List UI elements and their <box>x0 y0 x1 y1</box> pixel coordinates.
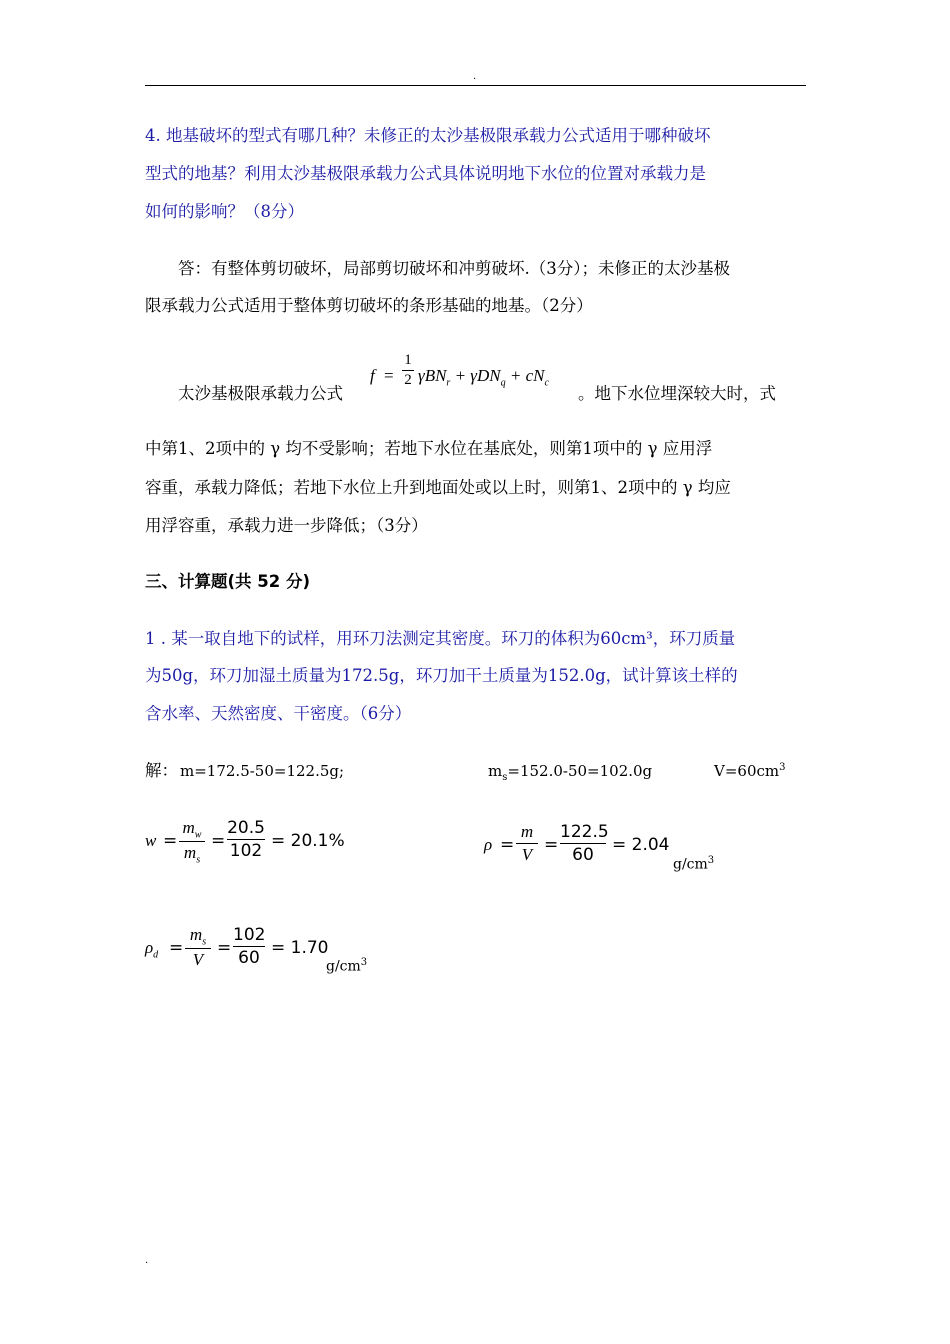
header-mark: . <box>473 71 477 82</box>
question-4-line-3: 如何的影响？（8分） <box>145 202 304 221</box>
w-eq-1: = <box>163 831 178 851</box>
rhod-den-2: 60 <box>238 948 260 968</box>
formula-half-den: 2 <box>404 372 412 388</box>
rhod-frac-num <box>185 925 211 947</box>
answer-4-line-2: 限承载力公式适用于整体剪切破坏的条形基础的地基。（2分） <box>145 296 593 315</box>
w-eq-2: = <box>211 831 226 851</box>
formula-intro: 太沙基极限承载力公式 <box>178 384 343 403</box>
rho-lhs: ρ <box>484 835 493 854</box>
rhod-result: = 1.70 <box>271 938 329 958</box>
rhod-eq-2: = <box>217 938 232 958</box>
solution-label: 解： <box>145 761 178 780</box>
formula-term-1-text: γBN <box>418 366 447 385</box>
w-num-2: 20.5 <box>227 818 265 838</box>
fraction-bar <box>185 948 211 949</box>
formula-sub-r: r <box>446 377 451 389</box>
rho-den: V <box>521 845 533 864</box>
section-3-title: 三、计算题(共 52 分) <box>145 572 311 591</box>
w-frac-symbolic <box>179 818 205 866</box>
fraction-bar <box>179 841 205 842</box>
fraction-bar <box>233 946 265 947</box>
w-num-sub: w <box>194 829 202 841</box>
answer-4-line-5: 用浮容重，承载力进一步降低；（3分） <box>145 516 428 535</box>
rhod-unit-text: g/cm <box>326 958 361 975</box>
ms-expr: =152.0-50=102.0g <box>507 762 653 780</box>
formula-sub-c: c <box>544 377 549 389</box>
footer-mark: . <box>145 1255 149 1266</box>
rho-unit-text: g/cm <box>673 856 708 873</box>
rho-den-2: 60 <box>572 845 594 865</box>
answer-4-line-3: 中第1、2项中的 γ 均不受影响；若地下水位在基底处，则第1项中的 γ 应用浮 <box>145 439 713 458</box>
rhod-num: m <box>189 925 203 944</box>
fraction-bar <box>516 843 538 844</box>
v-sup: 3 <box>779 762 786 773</box>
solution-ms-expr <box>488 762 652 783</box>
question-1-line-1: 1 . 某一取自地下的试样，用环刀法测定其密度。环刀的体积为60cm³，环刀质量 <box>145 629 736 648</box>
rho-num-2: 122.5 <box>560 822 609 842</box>
formula-half <box>402 352 414 389</box>
density-formula <box>484 822 670 872</box>
header-rule <box>145 85 806 86</box>
solution-m-expr: m=172.5-50=122.5g; <box>180 762 345 780</box>
formula-eq: = <box>384 366 394 385</box>
w-frac-num <box>179 818 205 840</box>
rhod-lhs-text: ρ <box>145 938 154 957</box>
rhod-num-sub: s <box>202 936 207 948</box>
question-4-line-1: 4. 地基破坏的型式有哪几种？未修正的太沙基极限承载力公式适用于哪种破坏 <box>145 126 711 145</box>
ms-m: m <box>488 762 503 780</box>
answer-4-line-4: 容重，承载力降低；若地下水位上升到地面处或以上时，则第1、2项中的 γ 均应 <box>145 478 731 497</box>
solution-v-expr <box>714 762 786 780</box>
answer-4-line-1: 答：有整体剪切破坏，局部剪切破坏和冲剪破坏.（3分）；未修正的太沙基极 <box>178 259 730 278</box>
rhod-num-2: 102 <box>233 925 266 945</box>
question-1-line-2: 为50g，环刀加湿土质量为172.5g，环刀加干土质量为152.0g，试计算该土样的 <box>145 666 738 685</box>
w-num: m <box>182 818 195 837</box>
formula-half-num: 1 <box>404 352 412 368</box>
w-den: m <box>183 843 197 863</box>
rhod-lhs-sub: d <box>153 949 159 961</box>
rho-unit-sup: 3 <box>707 855 715 866</box>
question-1-line-3: 含水率、天然密度、干密度。（6分） <box>145 704 412 723</box>
w-den-2: 102 <box>229 841 263 861</box>
question-4-line-2: 型式的地基？利用太沙基极限承载力公式具体说明地下水位的位置对承载力是 <box>145 164 706 183</box>
formula-after: 。地下水位埋深较大时，式 <box>578 384 776 403</box>
fraction-bar <box>227 839 265 840</box>
formula-term-3-text: + cN <box>505 366 545 385</box>
dry-density-formula <box>145 925 335 975</box>
terzaghi-formula <box>370 352 580 402</box>
rhod-den: V <box>192 950 204 970</box>
rhod-unit <box>326 957 367 975</box>
rho-unit <box>673 855 714 873</box>
rhod-frac-symbolic <box>185 925 211 970</box>
rho-num: m <box>520 822 534 841</box>
rho-eq-1: = <box>500 835 515 855</box>
w-result: = 20.1% <box>271 831 345 851</box>
formula-term-2-text: + γDN <box>450 366 501 385</box>
rho-frac-numeric <box>560 822 609 865</box>
water-content-formula <box>145 818 345 868</box>
rho-eq-2: = <box>544 835 559 855</box>
rho-result: = 2.04 <box>612 835 670 855</box>
formula-f: f <box>370 366 375 385</box>
rhod-unit-sup: 3 <box>360 957 368 968</box>
rho-frac-symbolic <box>516 822 538 865</box>
rhod-frac-numeric <box>233 925 265 968</box>
w-lhs: w <box>145 831 157 850</box>
fraction-bar <box>402 370 414 371</box>
v-expr: V=60cm <box>714 762 780 780</box>
ms-sub: s <box>502 772 508 783</box>
formula-term-1 <box>418 366 549 388</box>
w-frac-numeric <box>227 818 265 861</box>
w-den-sub: s <box>196 854 201 866</box>
fraction-bar <box>560 843 606 844</box>
formula-sub-q: q <box>500 377 506 389</box>
rhod-eq-1: = <box>169 938 184 958</box>
rhod-lhs <box>145 938 158 960</box>
w-frac-den <box>179 843 205 865</box>
